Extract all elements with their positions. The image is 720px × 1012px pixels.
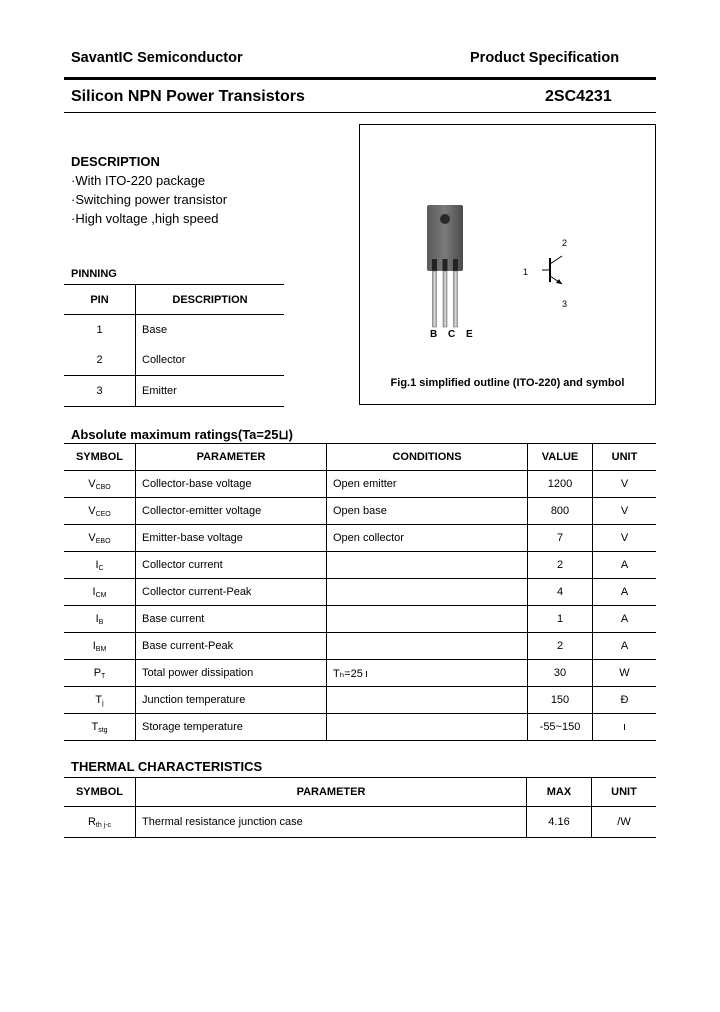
parameter-cell: Base current [136,606,327,633]
unit-cell: V [593,471,657,498]
pin-number: 1 [96,324,103,336]
abs-max-table [64,443,656,741]
symbol-pin-3: 3 [562,299,568,309]
table-row [64,660,656,687]
conditions-cell: Open base [327,498,528,525]
unit-cell: V [593,525,657,552]
table-row [64,633,656,660]
unit-cell: W [593,660,657,687]
symbol-cell: $I_{CM}$ [64,579,136,606]
max-cell: 4.16 [527,807,592,838]
pin-description: Emitter [136,376,285,407]
unit-cell: A [593,579,657,606]
conditions-cell [327,633,528,660]
figure-box [359,124,656,405]
col-parameter: PARAMETER [136,444,327,471]
unit-cell: V [593,498,657,525]
table-row [64,345,284,376]
symbol-cell: $P_T$ [64,660,136,687]
description-heading: DESCRIPTION [71,154,160,169]
unit-cell: A [593,633,657,660]
value-cell: 1200 [528,471,593,498]
symbol-cell: $T_j$ [64,687,136,714]
abs-max-heading: Absolute maximum ratings(Ta=25⊔) [71,427,293,442]
parameter-cell: Collector-base voltage [136,471,327,498]
table-row [64,606,656,633]
company-name: SavantIC Semiconductor [71,50,243,66]
thermal-table [64,777,656,838]
parameter-cell: Base current-Peak [136,633,327,660]
pin-col-header: PIN [90,293,109,306]
conditions-cell [327,606,528,633]
symbol-cell: $V_{CBO}$ [64,471,136,498]
doc-type: Product Specification [470,50,620,66]
conditions-cell: Tₕ=25 ı [327,660,528,687]
parameter-cell: Thermal resistance junction case [136,807,527,838]
col-symbol: SYMBOL [64,778,136,807]
parameter-cell: Total power dissipation [136,660,327,687]
col-symbol: SYMBOL [64,444,136,471]
pin-number: 3 [96,385,103,397]
feature-list [71,171,227,228]
product-line: Silicon NPN Power Transistors [71,88,305,105]
parameter-cell: Junction temperature [136,687,327,714]
figure-caption: Fig.1 simplified outline (ITO-220) and symbol [390,377,625,389]
value-cell: 150 [528,687,593,714]
feature-item: ·With ITO-220 package [71,173,206,188]
pinning-heading: PINNING [71,268,117,280]
col-parameter: PARAMETER [136,778,527,807]
value-cell: -55~150 [528,714,593,741]
table-row [64,552,656,579]
table-row [64,687,656,714]
symbol-cell: $T_{stg}$ [64,714,136,741]
conditions-cell [327,579,528,606]
pin-number: 2 [96,354,103,366]
parameter-cell: Collector current [136,552,327,579]
symbol-cell: $R_{th j-c}$ [64,807,136,838]
conditions-cell [327,687,528,714]
table-row [64,376,284,407]
value-cell: 2 [528,552,593,579]
col-max: MAX [527,778,592,807]
table-row [64,714,656,741]
parameter-cell: Storage temperature [136,714,327,741]
lead-labels: B C E [430,329,477,340]
col-value: VALUE [528,444,593,471]
pin-description: Base [136,315,285,346]
unit-cell: A [593,606,657,633]
table-row [64,471,656,498]
value-cell: 7 [528,525,593,552]
symbol-cell: $I_B$ [64,606,136,633]
feature-item: ·Switching power transistor [71,192,228,207]
title-rule [64,112,656,113]
col-conditions: CONDITIONS [327,444,528,471]
table-row [64,579,656,606]
value-cell: 800 [528,498,593,525]
parameter-cell: Collector-emitter voltage [136,498,327,525]
symbol-pin-2: 2 [562,238,568,248]
value-cell: 1 [528,606,593,633]
conditions-cell [327,552,528,579]
unit-cell: /W [592,807,657,838]
unit-cell: A [593,552,657,579]
parameter-cell: Collector current-Peak [136,579,327,606]
ito220-package-image [420,201,470,331]
unit-cell: Đ [593,687,657,714]
parameter-cell: Emitter-base voltage [136,525,327,552]
part-number: 2SC4231 [545,88,612,105]
symbol-cell: $I_C$ [64,552,136,579]
pinning-table [64,284,284,407]
symbol-cell: $I_{BM}$ [64,633,136,660]
npn-transistor-symbol-icon [540,250,580,290]
value-cell: 30 [528,660,593,687]
thermal-heading: THERMAL CHARACTERISTICS [71,759,263,774]
symbol-pin-1: 1 [523,267,529,277]
table-row [64,498,656,525]
value-cell: 2 [528,633,593,660]
col-unit: UNIT [592,778,657,807]
feature-item: ·High voltage ,high speed [71,211,219,226]
pin-desc-col-header: DESCRIPTION [136,285,285,315]
col-unit: UNIT [593,444,657,471]
symbol-cell: $V_{EBO}$ [64,525,136,552]
table-row [64,315,284,346]
unit-cell: ı [593,714,657,741]
conditions-cell: Open emitter [327,471,528,498]
conditions-cell: Open collector [327,525,528,552]
table-row [64,525,656,552]
conditions-cell [327,714,528,741]
pin-description: Collector [136,345,285,376]
header-rule [64,77,656,80]
table-row [64,807,656,838]
value-cell: 4 [528,579,593,606]
symbol-cell: $V_{CEO}$ [64,498,136,525]
